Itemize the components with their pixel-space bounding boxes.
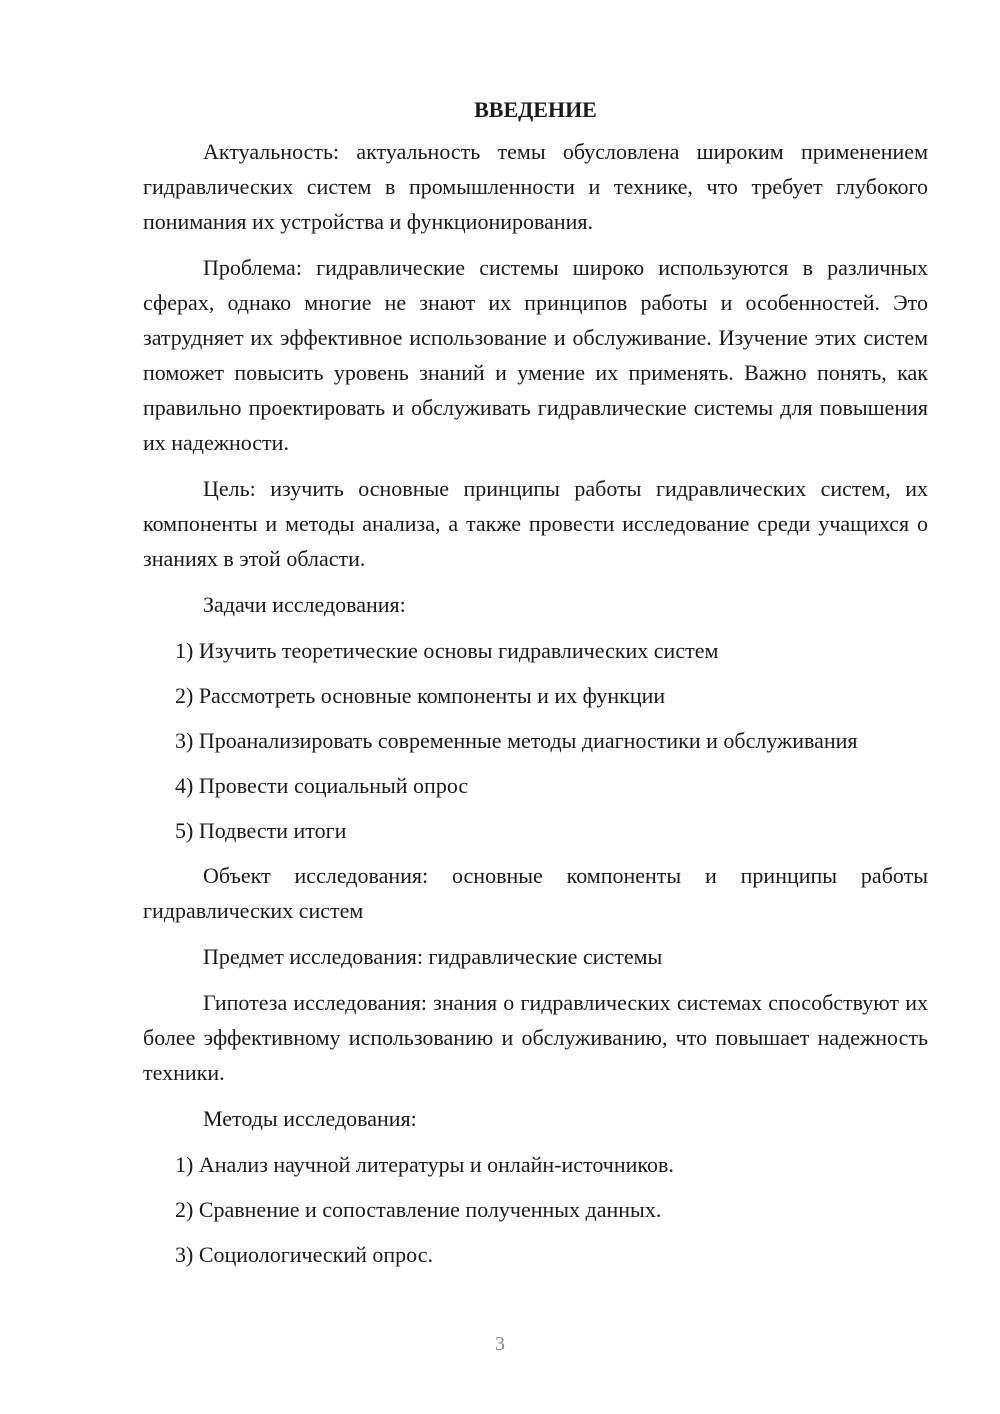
task-item: 2) Рассмотреть основные компоненты и их функции: [175, 683, 666, 708]
paragraph-object: Объект исследования: основные компоненты и принципы работы гидравлических систем: [143, 863, 928, 923]
task-item: 3) Проанализировать современные методы диагностики и обслуживания: [175, 728, 858, 753]
task-item: 1) Изучить теоретические основы гидравлических систем: [175, 638, 719, 663]
page-number: 3: [495, 1333, 505, 1355]
task-item: 5) Подвести итоги: [175, 818, 347, 843]
paragraph-problem: Проблема: гидравлические системы широко используются в различных сферах, однако многие не знают их принципов работы и особенностей. Это затрудняет их эффективное использование и обслуживание. Изучение этих систем поможет повысить уровень знаний и умение их применять. Важно понять, как правильно проектировать и обслуживать гидравлические системы для повышения их надежности.: [143, 255, 928, 455]
method-item: 2) Сравнение и сопоставление полученных данных.: [175, 1197, 662, 1222]
paragraph-subject: Предмет исследования: гидравлические системы: [203, 944, 663, 969]
document-page: [143, 96, 928, 1282]
method-item: 1) Анализ научной литературы и онлайн-источников.: [175, 1152, 674, 1177]
tasks-heading: Задачи исследования:: [203, 592, 406, 617]
paragraph-hypothesis: Гипотеза исследования: знания о гидравлических системах способствуют их более эффективному использованию и обслуживанию, что повышает надежность техники.: [143, 990, 928, 1085]
paragraph-goal: Цель: изучить основные принципы работы гидравлических систем, их компоненты и методы анализа, а также провести исследование среди учащихся о знаниях в этой области.: [143, 476, 928, 571]
section-title: ВВЕДЕНИЕ: [474, 97, 597, 122]
method-item: 3) Социологический опрос.: [175, 1242, 433, 1267]
task-item: 4) Провести социальный опрос: [175, 773, 469, 798]
paragraph-relevance: Актуальность: актуальность темы обусловлена широким применением гидравлических систем в промышленности и технике, что требует глубокого понимания их устройства и функционирования.: [143, 139, 928, 234]
methods-heading: Методы исследования:: [203, 1106, 417, 1131]
